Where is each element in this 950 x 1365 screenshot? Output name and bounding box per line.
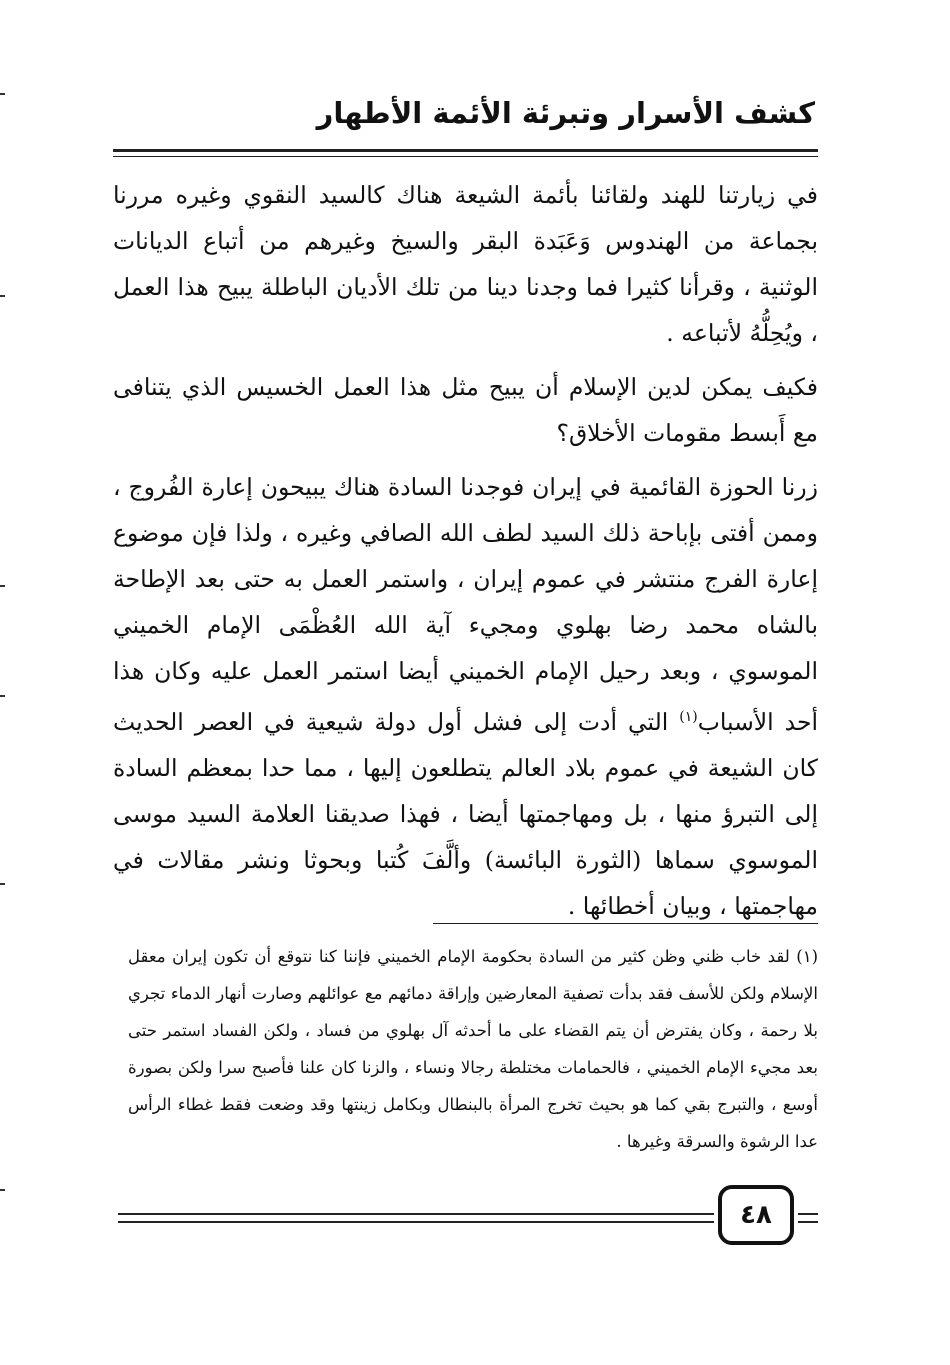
paragraph-3-part-1: زرنا الحوزة القائمية في إيران فوجدنا السادة هناك يبيحون إعارة الفُروج ، وممن أفتى بإباحة ذلك السيد لطف الله الصافي وغيره ، ولذا فإن موضوع إعارة الفرج منتشر في عموم إيران ، واستمر العمل به حتى بعد الإطاحة بالشاه محمد رضا بهلوي ومجيء آية الله العُظْمَى الإمام الخميني الموسوي ، وبعد رحيل الإمام الخميني أيضا استمر العمل عليه وكان هذا أحد الأسباب: [113, 473, 819, 736]
paragraph-1: في زيارتنا للهند ولقائنا بأئمة الشيعة هناك كالسيد النقوي وغيره مررنا بجماعة من الهندوس وَعَبَدة البقر والسيخ وغيرهم من أتباع الديانات الوثنية ، وقرأنا كثيرا فما وجدنا دينا من تلك الأديان الباطلة يبيح هذا العمل ، ويُحِلُّهُ لأتباعه .: [113, 181, 818, 347]
page-number: ٤٨: [740, 1200, 772, 1230]
footer-rule-right-top: [798, 1213, 818, 1215]
paragraph-2: فكيف يمكن لدين الإسلام أن يبيح مثل هذا العمل الخسيس الذي يتنافى مع أَبسط مقومات الأخلاق؟: [113, 373, 818, 447]
paragraph-3: [113, 464, 818, 929]
footnote-1: (١) لقد خاب ظني وظن كثير من السادة بحكومة الإمام الخميني فإننا كنا نتوقع أن تكون إيران معقل الإسلام ولكن للأسف فقد بدأت تصفية المعارضين وإراقة دمائهم مع عوائلهم وصارت أنهار الدماء تجري بلا رحمة ، وكان يفترض أن يتم القضاء على ما أحدثه آل بهلوي من فساد ، ولكن الفساد استمر حتى بعد مجيء الإمام الخميني ، فالحمامات مختلطة رجالا ونساء ، والزنا كان علنا فأصبح سرا ولكن بصورة أوسع ، والتبرج بقي كما هو بحيث تخرج المرأة بالبنطال وبكامل زينتها وقد وضعت فقط غطاء الرأس عدا الرشوة والسرقة وغيرها .: [128, 947, 818, 1151]
page-number-box: [718, 1185, 794, 1245]
header-rule-thick: [113, 149, 818, 152]
footer-rule-right-bottom: [798, 1221, 818, 1223]
main-text: [113, 172, 818, 929]
paragraph-3-part-2: التي أدت إلى فشل أول دولة شيعية في العصر الحديث كان الشيعة في عموم بلاد العالم يتطلعون إليها ، مما حدا بمعظم السادة إلى التبرؤ منها ، بل ومهاجمتها أيضا ، فهذا صديقنا العلامة السيد موسى الموسوي سماها (الثورة البائسة) وألَّفَ كُتبا وبحوثا ونشر مقالات في مهاجمتها ، وبيان أخطائها .: [113, 707, 818, 920]
footer-rule-left-top: [118, 1213, 714, 1215]
edge-mark: [0, 1189, 5, 1191]
footnote-reference[interactable]: (١): [679, 709, 698, 725]
footer-rule-left-bottom: [118, 1221, 714, 1223]
edge-mark: [0, 295, 5, 297]
header-rule-thin: [113, 156, 818, 157]
edge-mark: [0, 585, 5, 587]
running-header-title: كشف الأسرار وتبرئة الأئمة الأطهار: [316, 96, 815, 130]
edge-mark: [0, 93, 5, 95]
edge-mark: [0, 883, 5, 885]
footnote-separator: [433, 923, 818, 924]
edge-mark: [0, 695, 5, 697]
